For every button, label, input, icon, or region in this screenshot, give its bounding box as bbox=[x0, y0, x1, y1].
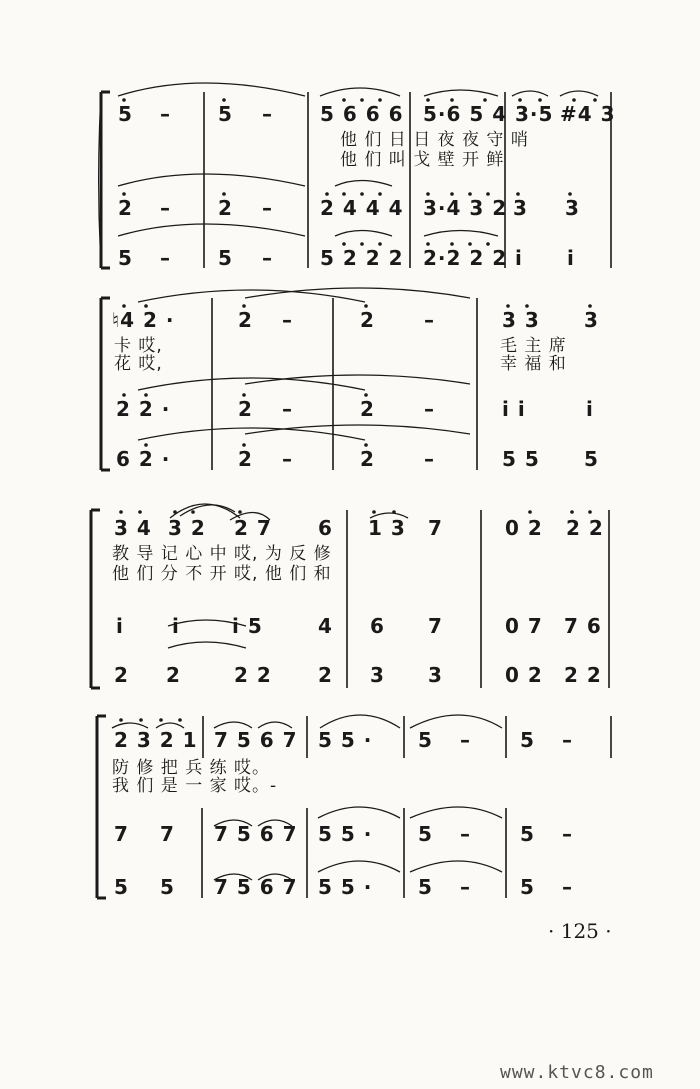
note-group: – bbox=[282, 397, 293, 421]
note-group: 7 5 6 7 bbox=[214, 822, 298, 846]
note-group: 5 6 6 6 bbox=[320, 102, 404, 126]
note-group: 5 5 bbox=[502, 447, 540, 471]
note-group: 5 2 2 2 bbox=[320, 246, 404, 270]
note-group: – bbox=[262, 102, 273, 126]
lyric-line-4: 幸 福 和 bbox=[500, 354, 567, 374]
note-group: 5 bbox=[118, 246, 133, 270]
lyric-line-2: 他 们 分 不 开 哎, 他 们 和 bbox=[112, 564, 332, 584]
note-group: 2 4 4 4 bbox=[320, 196, 404, 220]
note-group: 5 bbox=[218, 102, 233, 126]
note-group: 2 bbox=[360, 308, 375, 332]
note-group: 5 5 · bbox=[318, 875, 373, 899]
note-group: 5 bbox=[520, 728, 535, 752]
note-group: 5 bbox=[118, 102, 133, 126]
note-group: 2 2 bbox=[234, 663, 272, 687]
note-group: 2·2 2 2 bbox=[423, 246, 508, 270]
note-group: 5 bbox=[160, 875, 175, 899]
note-group: 3 bbox=[428, 663, 443, 687]
note-group: 7 bbox=[160, 822, 175, 846]
watermark: www.ktvc8.com bbox=[500, 1062, 654, 1083]
note-group: 2 bbox=[218, 196, 233, 220]
note-group: 5 bbox=[218, 246, 233, 270]
note-group: 6 bbox=[370, 614, 385, 638]
note-group: i bbox=[116, 614, 124, 638]
note-group: i bbox=[586, 397, 594, 421]
note-group: – bbox=[562, 875, 573, 899]
lyric-line-1: 卡 哎, bbox=[114, 336, 163, 356]
note-group: 5 5 · bbox=[318, 728, 373, 752]
note-group: 5 bbox=[418, 822, 433, 846]
note-group: 2 3 2 1 bbox=[114, 728, 198, 752]
note-group: 3 bbox=[565, 196, 580, 220]
note-group: 2 bbox=[166, 663, 181, 687]
note-group: 2 7 bbox=[234, 516, 272, 540]
lyric-line-2: 花 哎, bbox=[114, 354, 163, 374]
note-group: 7 6 bbox=[564, 614, 602, 638]
note-group: 5 5 · bbox=[318, 822, 373, 846]
note-group: – bbox=[460, 728, 471, 752]
note-group: 2 bbox=[238, 308, 253, 332]
note-group: – bbox=[282, 447, 293, 471]
lyric-line-3: 毛 主 席 bbox=[500, 336, 567, 356]
note-group: 2 bbox=[238, 397, 253, 421]
note-group: #4 3 bbox=[560, 102, 616, 126]
note-group: – bbox=[262, 246, 273, 270]
note-group: – bbox=[424, 397, 435, 421]
note-group: 7 5 6 7 bbox=[214, 728, 298, 752]
note-group: ♮4 2 · bbox=[112, 308, 175, 332]
note-group: – bbox=[562, 728, 573, 752]
lyric-line-2: 我 们 是 一 家 哎。- bbox=[112, 776, 278, 796]
note-group: 1 3 bbox=[368, 516, 406, 540]
note-group: i bbox=[172, 614, 180, 638]
note-group: 2 bbox=[118, 196, 133, 220]
lyric-line-1: 防 修 把 兵 练 哎。 bbox=[112, 758, 271, 778]
note-group: 5 bbox=[520, 822, 535, 846]
note-group: 4 bbox=[318, 614, 333, 638]
lyric-line-2: 他 们 叫 戈 壁 开 鲜 bbox=[340, 150, 505, 170]
note-group: 3 2 bbox=[168, 516, 206, 540]
note-group: 5 bbox=[584, 447, 599, 471]
note-group: 7 bbox=[428, 614, 443, 638]
note-group: 2 2 · bbox=[116, 397, 171, 421]
note-group: – bbox=[424, 308, 435, 332]
note-group: 6 2 · bbox=[116, 447, 171, 471]
note-group: i i bbox=[502, 397, 526, 421]
note-group: 0 7 bbox=[505, 614, 543, 638]
note-group: 2 bbox=[238, 447, 253, 471]
note-group: 3 bbox=[513, 196, 528, 220]
note-group: – bbox=[160, 196, 171, 220]
page-number: · 125 · bbox=[548, 919, 612, 943]
note-group: 3·4 3 2 bbox=[423, 196, 508, 220]
note-group: – bbox=[460, 875, 471, 899]
note-group: 3 3 bbox=[502, 308, 540, 332]
note-group: i 5 bbox=[232, 614, 263, 638]
note-group: – bbox=[424, 447, 435, 471]
note-group: 7 bbox=[114, 822, 129, 846]
note-group: 5 bbox=[114, 875, 129, 899]
note-group: 0 2 bbox=[505, 516, 543, 540]
note-group: – bbox=[262, 196, 273, 220]
note-group: 2 2 bbox=[566, 516, 604, 540]
lyric-line-1: 教 导 记 心 中 哎, 为 反 修 bbox=[112, 544, 332, 564]
note-group: 3 bbox=[584, 308, 599, 332]
note-group: 2 bbox=[360, 397, 375, 421]
note-group: – bbox=[160, 246, 171, 270]
note-group: 3·5 bbox=[515, 102, 554, 126]
note-group: 2 bbox=[318, 663, 333, 687]
note-group: 2 bbox=[114, 663, 129, 687]
note-group: 2 2 bbox=[564, 663, 602, 687]
note-group: – bbox=[562, 822, 573, 846]
note-group: 7 bbox=[428, 516, 443, 540]
lyric-line-1: 他 们 日 日 夜 夜 守 哨 bbox=[340, 130, 529, 150]
note-group: 3 bbox=[370, 663, 385, 687]
note-group: 0 2 bbox=[505, 663, 543, 687]
note-group: i bbox=[567, 246, 575, 270]
note-group: – bbox=[460, 822, 471, 846]
note-group: 5 bbox=[520, 875, 535, 899]
note-group: 5 bbox=[418, 875, 433, 899]
note-group: 3 4 bbox=[114, 516, 152, 540]
note-group: i bbox=[515, 246, 523, 270]
note-group: 5 bbox=[418, 728, 433, 752]
note-group: – bbox=[282, 308, 293, 332]
note-group: 2 bbox=[360, 447, 375, 471]
note-group: 7 5 6 7 bbox=[214, 875, 298, 899]
note-group: – bbox=[160, 102, 171, 126]
note-group: 5·6 5 4 bbox=[423, 102, 508, 126]
note-group: 6 bbox=[318, 516, 333, 540]
